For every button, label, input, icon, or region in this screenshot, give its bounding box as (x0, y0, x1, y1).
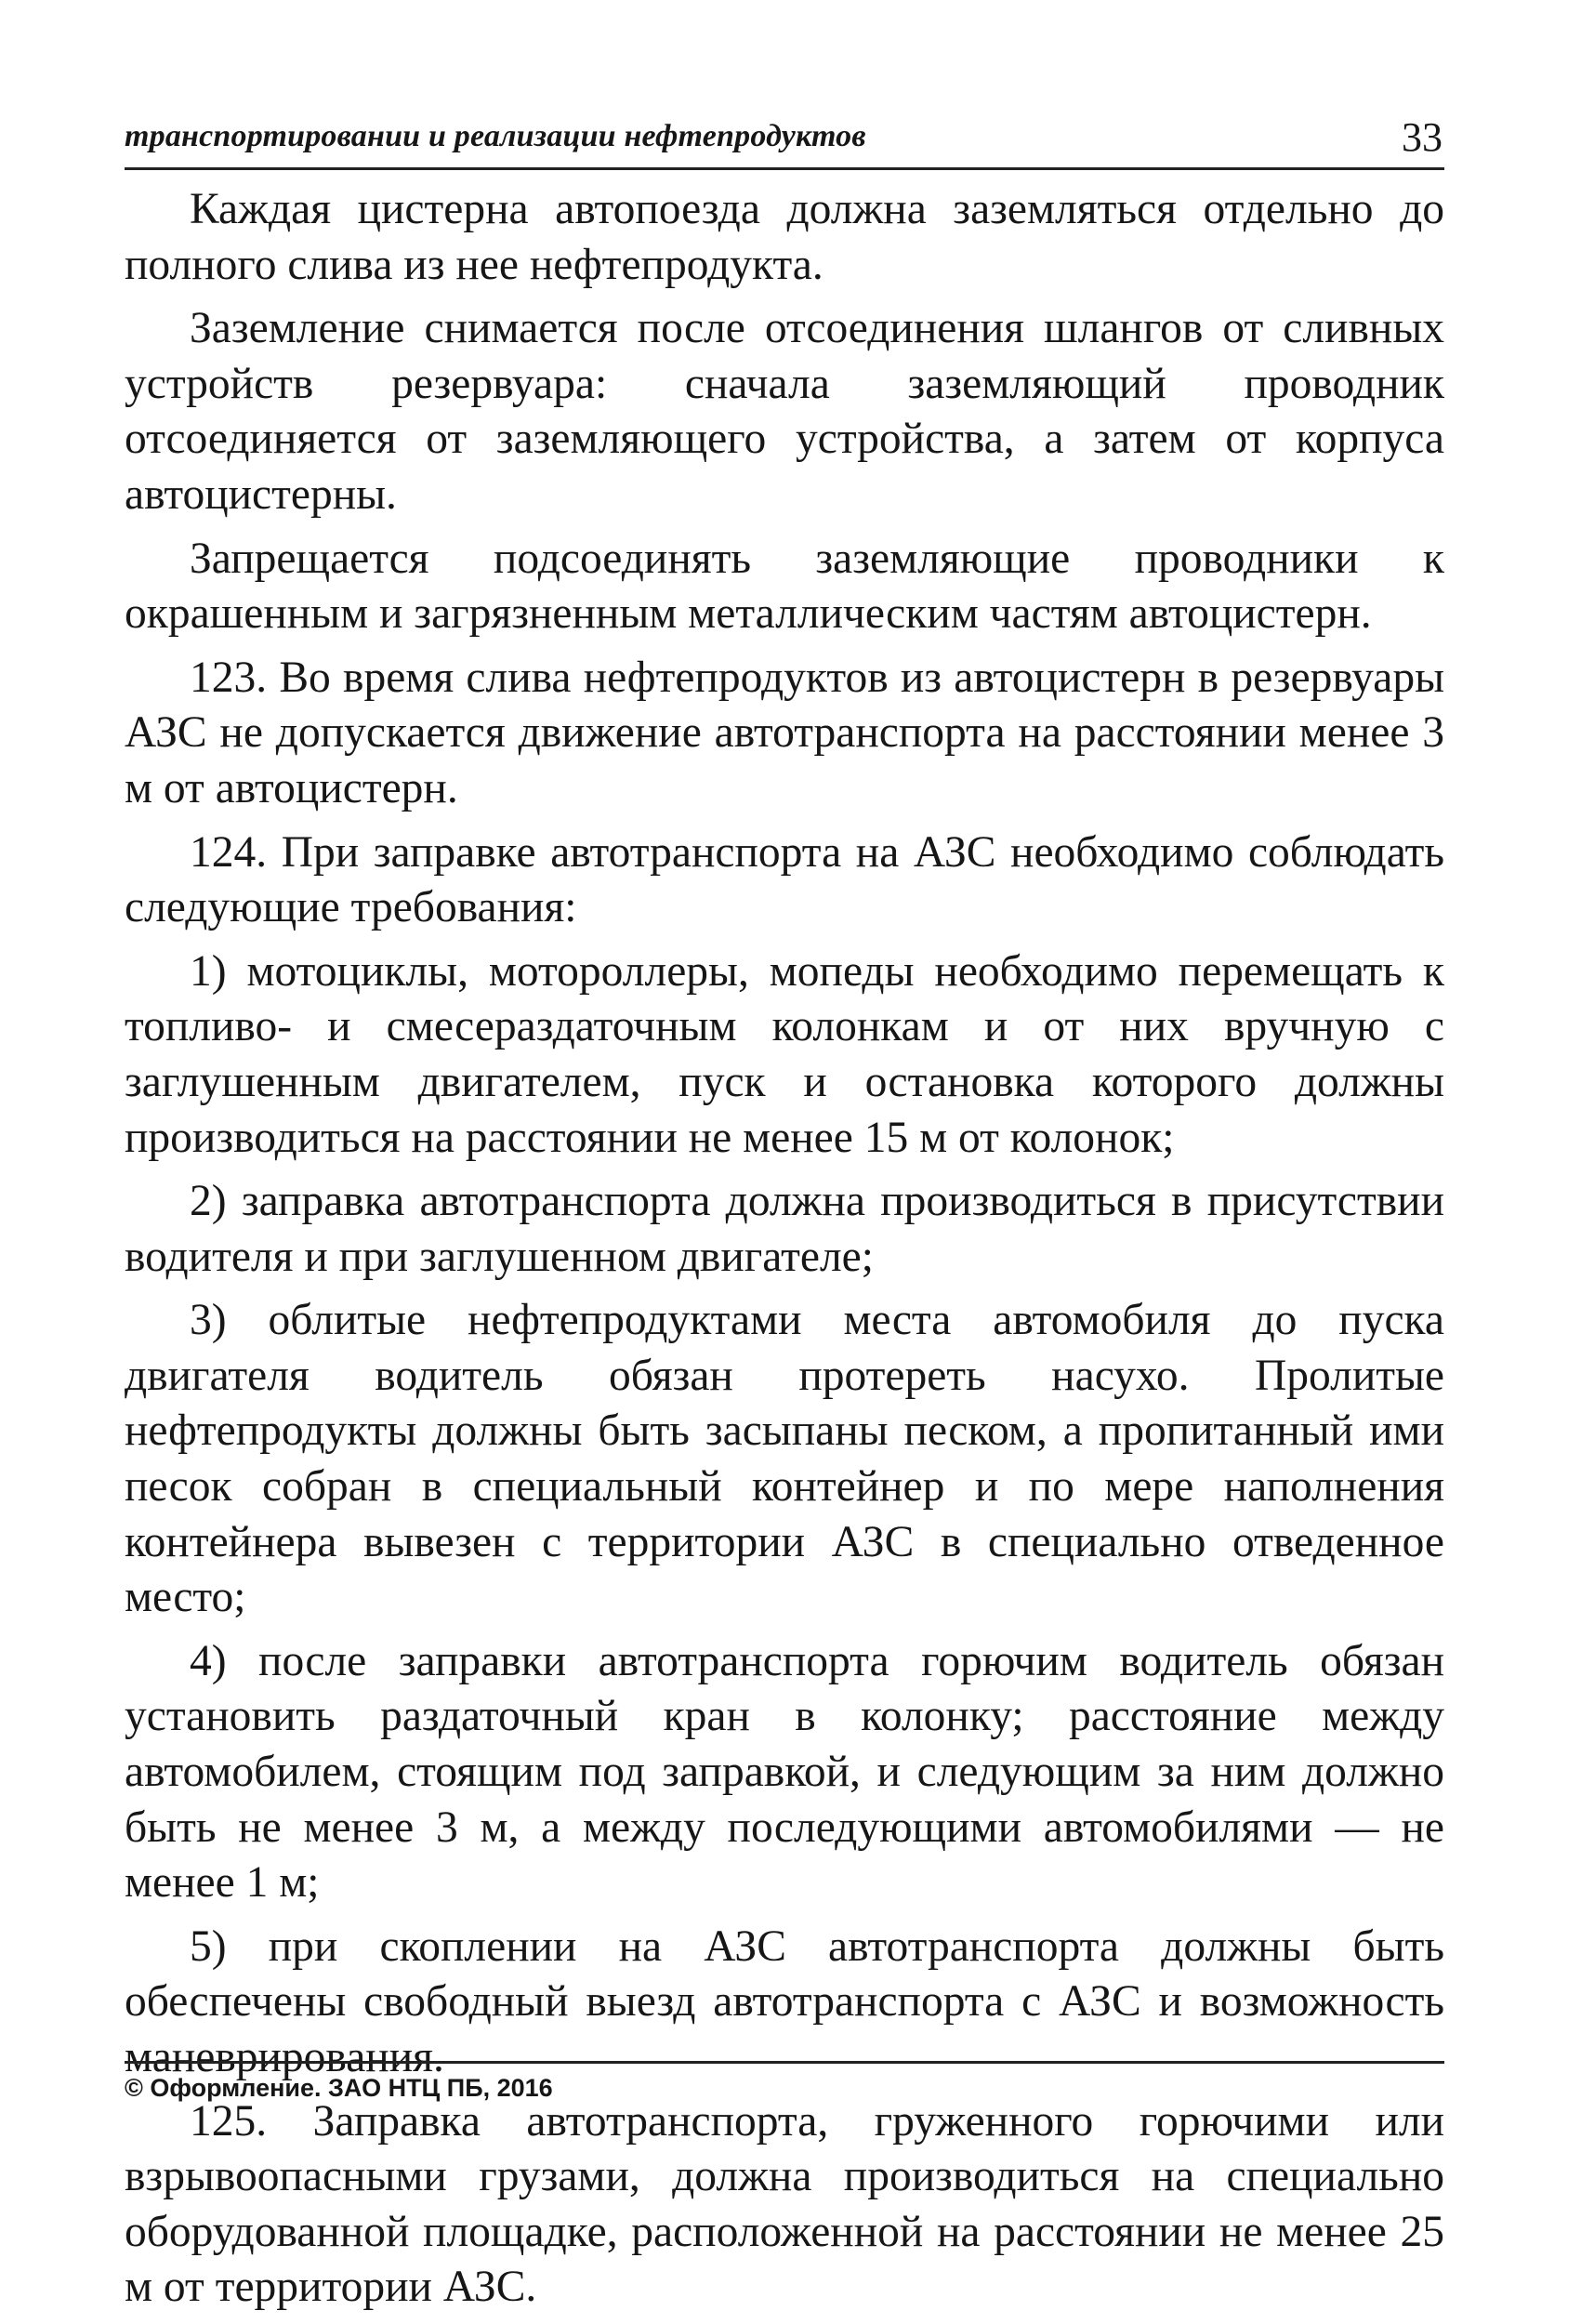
list-item: 4) после заправки автотранспорта горючим водитель обязан установить раздаточный кран в колонку; расстояние между автомобилем, стоящим под заправкой, и следующим за ним должно быть не менее 3 м, а между последующими автомобилями — не менее 1 м; (125, 1636, 1444, 1908)
paragraph: Запрещается подсоединять заземляющие проводники к окрашенным и загрязненным металлическим частям автоцистерн. (125, 534, 1444, 639)
paragraph: 123. Во время слива нефтепродуктов из автоцистерн в резервуары АЗС не допускается движение автотранспорта на расстоянии менее 3 м от автоцистерн. (125, 653, 1444, 812)
page-number: 33 (1402, 114, 1443, 160)
paragraph: 124. При заправке автотранспорта на АЗС необходимо соблюдать следующие требования: (125, 827, 1444, 932)
list-item: 5) при скоплении на АЗС автотранспорта должны быть обеспечены свободный выезд автотранспорта с АЗС и возможность маневрирования. (125, 1921, 1444, 2081)
paragraph: Заземление снимается после отсоединения шлангов от сливных устройств резервуара: сначала заземляющий проводник отсоединяется от заземляющего устройства, а затем от корпуса автоцистерны. (125, 304, 1444, 519)
list-item: 2) заправка автотранспорта должна производиться в присутствии водителя и при заглушенном двигателе; (125, 1177, 1444, 1281)
copyright-notice: © Оформление. ЗАО НТЦ ПБ, 2016 (125, 2074, 553, 2102)
list-item: 1) мотоциклы, мотороллеры, мопеды необходимо перемещать к топливо- и смесераздаточным колонкам и от них вручную с заглушенным двигателем, пуск и остановка которого должны производиться на расстоянии не менее 15 м от колонок; (125, 946, 1444, 1162)
paragraph: 125. Заправка автотранспорта, груженного горючими или взрывоопасными грузами, должна производиться на специально оборудованной площадке, расположенной на расстоянии не менее 25 м от территории АЗС. (125, 2096, 1444, 2312)
running-title: транспортировании и реализации нефтепродуктов (125, 119, 866, 153)
list-item: 3) облитые нефтепродуктами места автомобиля до пуска двигателя водитель обязан протереть насухо. Пролитые нефтепродукты должны быть засыпаны песком, а пропитанный ими песок собран в специальный контейнер и по мере наполнения контейнера вывезен с территории АЗС в специально отведенное место; (125, 1296, 1444, 1622)
running-header (125, 114, 1444, 170)
body-text (125, 182, 1444, 2324)
footer-divider (125, 2061, 1444, 2064)
paragraph: Каждая цистерна автопоезда должна заземляться отдельно до полного слива из нее нефтепродукта. (125, 185, 1444, 289)
